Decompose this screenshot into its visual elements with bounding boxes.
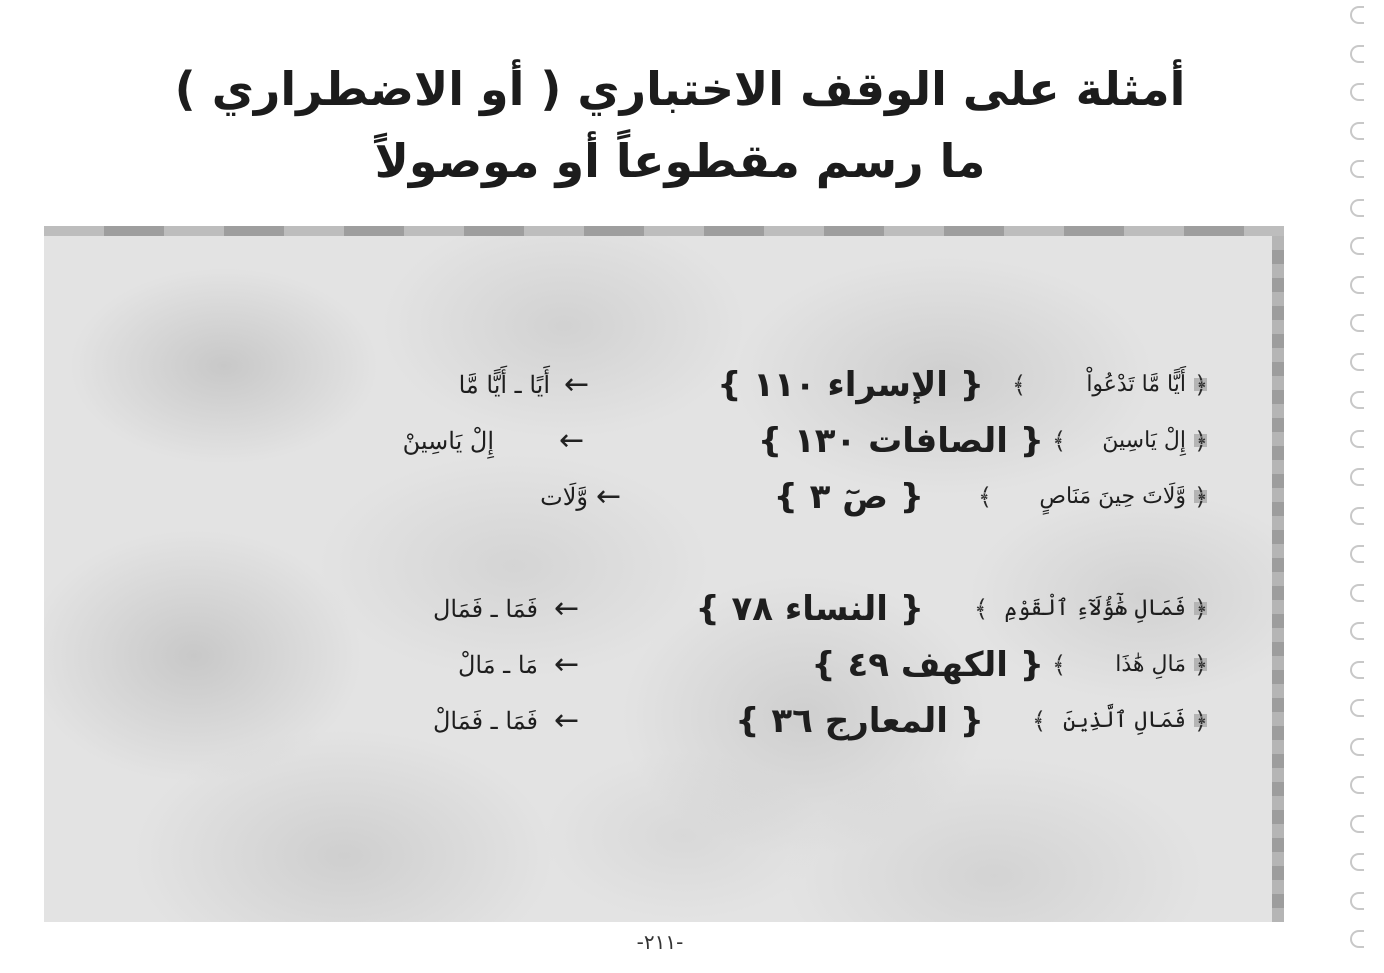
page-subtitle: ما رسم مقطوعاً أو موصولاً — [374, 134, 986, 188]
ornament-open: ﴿ — [1193, 651, 1208, 679]
example-row-4 — [44, 584, 1284, 634]
arrow-left-icon: ← — [554, 647, 580, 682]
binding-ring — [1350, 430, 1364, 448]
binding-ring — [1350, 237, 1364, 255]
ornament-close: ﴾ — [977, 483, 992, 511]
binding-ring — [1350, 468, 1364, 486]
example-row-1 — [44, 360, 1284, 410]
panel-top-border — [44, 226, 1284, 236]
arrow-left-icon: ← — [559, 423, 585, 458]
binding-ring — [1350, 930, 1364, 948]
binding-ring — [1350, 122, 1364, 140]
surah-reference: { الإسراء ١١٠ } — [717, 365, 984, 405]
binding-ring — [1350, 276, 1364, 294]
binding-ring — [1350, 853, 1364, 871]
ornament-open: ﴿ — [1193, 483, 1208, 511]
binding-ring — [1350, 776, 1364, 794]
surah-reference: { صٓ ٣ } — [773, 477, 924, 517]
binding-ring — [1350, 507, 1364, 525]
surah-reference: { النساء ٧٨ } — [695, 589, 924, 629]
binding-ring — [1350, 815, 1364, 833]
example-row-5 — [44, 640, 1284, 690]
verse-text: إِلْ يَاسِينَ — [1102, 428, 1186, 453]
binding-ring — [1350, 738, 1364, 756]
result-text: فَمَا ـ فَمَالْ — [432, 707, 538, 735]
surah-reference: { الكهف ٤٩ } — [811, 645, 1044, 685]
result-text: مَا ـ مَالْ — [457, 651, 538, 679]
example-row-2 — [44, 416, 1284, 466]
surah-reference: { المعارج ٣٦ } — [735, 701, 984, 741]
binding-ring — [1350, 6, 1364, 24]
ornament-close: ﴾ — [1051, 427, 1066, 455]
verse-text: وَّلَاتَ حِينَ مَنَاصٍ — [1039, 484, 1186, 509]
result-text: إِلْ يَاسِينْ — [402, 427, 494, 455]
result-text: أَيًا ـ أَيًّا مَّا — [458, 371, 550, 399]
binding-ring — [1350, 661, 1364, 679]
surah-reference: { الصافات ١٣٠ } — [757, 421, 1044, 461]
ornament-close: ﴾ — [1051, 651, 1066, 679]
arrow-left-icon: ← — [596, 479, 622, 514]
verse-text: فَمَالِ هَٰٓؤُلَآءِ ٱلْقَوْمِ — [1004, 596, 1186, 621]
ornament-close: ﴾ — [1011, 371, 1026, 399]
ornament-open: ﴿ — [1193, 707, 1208, 735]
arrow-left-icon: ← — [564, 367, 590, 402]
arrow-left-icon: ← — [554, 703, 580, 738]
arrow-left-icon: ← — [554, 591, 580, 626]
examples-panel — [44, 226, 1284, 922]
ornament-open: ﴿ — [1193, 427, 1208, 455]
binding-ring — [1350, 199, 1364, 217]
spiral-binding — [1348, 0, 1384, 973]
example-row-6 — [44, 696, 1284, 746]
page-title: أمثلة على الوقف الاختباري ( أو الاضطراري ) — [174, 62, 1186, 116]
binding-ring — [1350, 699, 1364, 717]
ornament-open: ﴿ — [1193, 595, 1208, 623]
binding-ring — [1350, 892, 1364, 910]
binding-ring — [1350, 160, 1364, 178]
result-text: وَّلَات — [540, 483, 588, 511]
binding-ring — [1350, 391, 1364, 409]
page-number: -٢١١- — [636, 930, 684, 954]
verse-text: مَالِ هَٰذَا — [1115, 652, 1186, 677]
binding-ring — [1350, 83, 1364, 101]
result-text: فَمَا ـ فَمَال — [432, 595, 538, 623]
binding-ring — [1350, 314, 1364, 332]
example-row-3 — [44, 472, 1284, 522]
verse-text: أَيًّا مَّا تَدْعُواْ — [1086, 372, 1186, 397]
ornament-close: ﴾ — [973, 595, 988, 623]
binding-ring — [1350, 584, 1364, 602]
ornament-open: ﴿ — [1193, 371, 1208, 399]
binding-ring — [1350, 622, 1364, 640]
binding-ring — [1350, 353, 1364, 371]
binding-ring — [1350, 545, 1364, 563]
ornament-close: ﴾ — [1031, 707, 1046, 735]
verse-text: فَمَالِ ٱلَّذِينَ — [1062, 708, 1186, 733]
binding-ring — [1350, 45, 1364, 63]
